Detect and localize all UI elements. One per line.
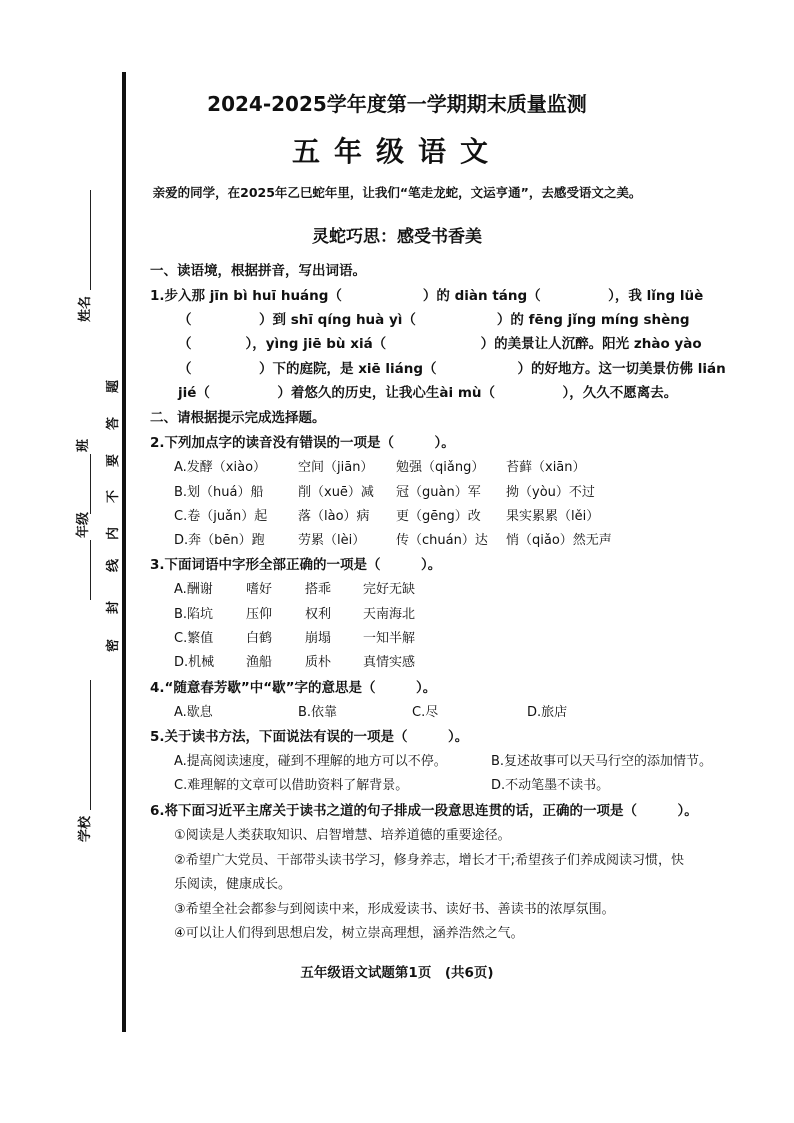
- grade-label: 年级: [76, 511, 91, 538]
- q3-c-4: 一知半解: [363, 631, 416, 646]
- seal-char-4: 内: [106, 526, 121, 540]
- school-label: 学校: [78, 815, 93, 842]
- q2-c-1: C.卷（juǎn）起: [174, 509, 268, 524]
- q2-d-3: 传（chuán）达: [396, 533, 488, 548]
- seal-char-2: 封: [106, 600, 121, 614]
- q2-b-2: 削（xuē）减: [298, 485, 374, 500]
- q2-b-3: 冠（guàn）军: [396, 485, 481, 500]
- seal-char-8: 题: [106, 379, 121, 393]
- q3-d-1: D.机械: [174, 655, 215, 670]
- part1-line-4: （ ）下的庭院，是 xiē liáng（ ）的好地方。这一切美景仿佛 lián: [178, 361, 726, 377]
- q2-d-1: D.奔（bēn）跑: [174, 533, 265, 548]
- part1-line-5: jié（ ）着悠久的历史，让我心生ài mù（ ），久久不愿离去。: [178, 385, 678, 401]
- school-underline: [90, 680, 91, 810]
- section-title: 灵蛇巧思：感受书香美: [312, 227, 482, 247]
- q2-b-4: 拗（yòu）不过: [506, 485, 595, 500]
- q2-c-3: 更（gēng）改: [396, 509, 481, 524]
- q3-b-1: B.陷坑: [174, 607, 214, 622]
- seal-char-5: 不: [106, 489, 121, 503]
- q4-stem: 4.“随意春芳歇”中“歇”字的意思是（ ）。: [150, 680, 437, 696]
- class-label: 班: [76, 438, 91, 452]
- name-label: 姓名: [78, 295, 93, 322]
- q4-option-b: B.依靠: [298, 705, 338, 720]
- q3-b-3: 权利: [305, 607, 332, 622]
- grade-underline: [90, 540, 91, 600]
- q2-c-2: 落（lào）病: [298, 509, 370, 524]
- q3-d-4: 真情实感: [363, 655, 416, 670]
- q5-option-c: C.难理解的文章可以借助资料了解背景。: [174, 778, 409, 793]
- part1-line-3: （ ），yìng jiē bù xiá（ ）的美景让人沉醉。阳光 zhào yào: [178, 336, 702, 352]
- subject-title: 五年级语文: [291, 135, 502, 168]
- q3-stem: 3.下面词语中字形全部正确的一项是（ ）。: [150, 557, 442, 573]
- q3-a-1: A.酬谢: [174, 582, 213, 597]
- q3-c-3: 崩塌: [305, 631, 332, 646]
- exam-title: 2024-2025学年度第一学期期末质量监测: [207, 92, 587, 116]
- q3-d-2: 渔船: [246, 655, 273, 670]
- q6-item-3: ③希望全社会都参与到阅读中来，形成爱读书、读好书、善读书的浓厚氛围。: [174, 902, 615, 917]
- q2-b-1: B.划（huá）船: [174, 485, 264, 500]
- q5-stem: 5.关于读书方法，下面说法有误的一项是（ ）。: [150, 729, 469, 745]
- q3-a-3: 搭乖: [305, 582, 332, 597]
- q6-item-1: ①阅读是人类获取知识、启智增慧、培养道德的重要途径。: [174, 828, 511, 843]
- q6-item-4: ④可以让人们得到思想启发，树立崇高理想，涵养浩然之气。: [174, 926, 524, 941]
- part1-heading: 一、读语境，根据拼音，写出词语。: [150, 263, 366, 279]
- q4-option-c: C.尽: [412, 705, 439, 720]
- q2-stem: 2.下列加点字的读音没有错误的一项是（ ）。: [150, 435, 455, 451]
- q6-item-2: ②希望广大党员、干部带头读书学习，修身养志，增长才干;希望孩子们养成阅读习惯，快: [174, 853, 685, 868]
- class-underline: [90, 454, 91, 514]
- q3-a-2: 嗜好: [246, 582, 273, 597]
- page-footer: 五年级语文试题第1页 (共6页): [300, 965, 494, 981]
- q2-a-2: 空间（jiān）: [298, 460, 374, 475]
- q3-d-3: 质朴: [305, 655, 332, 670]
- q2-a-4: 苔藓（xiān）: [506, 460, 586, 475]
- q3-c-1: C.繁值: [174, 631, 214, 646]
- q3-a-4: 完好无缺: [363, 582, 416, 597]
- binding-line: [122, 72, 126, 1032]
- q2-a-3: 勉强（qiǎng）: [396, 460, 485, 475]
- q6-item-2-cont: 乐阅读，健康成长。: [174, 877, 292, 892]
- q5-option-d: D.不动笔墨不读书。: [491, 778, 610, 793]
- q5-option-a: A.提高阅读速度，碰到不理解的地方可以不停。: [174, 754, 447, 769]
- q3-b-4: 天南海北: [363, 607, 416, 622]
- q3-c-2: 白鹤: [246, 631, 273, 646]
- part2-heading: 二、请根据提示完成选择题。: [150, 410, 326, 426]
- q5-option-b: B.复述故事可以天马行空的添加情节。: [491, 754, 713, 769]
- q2-d-2: 劳累（lèi）: [298, 533, 366, 548]
- q2-a-1: A.发酵（xiào）: [174, 460, 267, 475]
- q6-stem: 6.将下面习近平主席关于读书之道的句子排成一段意思连贯的话，正确的一项是（ ）。: [150, 803, 698, 819]
- q4-option-d: D.旅店: [527, 705, 568, 720]
- q2-c-4: 果实累累（lěi）: [506, 509, 600, 524]
- seal-char-7: 答: [106, 416, 121, 430]
- seal-char-6: 要: [106, 453, 121, 467]
- part1-line-2: （ ）到 shī qíng huà yì（ ）的 fēng jǐng míng shèng: [178, 312, 690, 328]
- intro-text: 亲爱的同学，在2025年乙巳蛇年里，让我们“笔走龙蛇，文运亨通”，去感受语文之美。: [152, 185, 642, 200]
- seal-char-1: 密: [106, 638, 121, 652]
- q4-option-a: A.歇息: [174, 705, 213, 720]
- q2-d-4: 悄（qiǎo）然无声: [506, 533, 612, 548]
- q3-b-2: 压仰: [246, 607, 273, 622]
- seal-char-3: 线: [106, 558, 121, 572]
- part1-line-1: 1.步入那 jīn bì huī huáng（ ）的 diàn táng（ ），我 lǐng lüè: [150, 288, 704, 304]
